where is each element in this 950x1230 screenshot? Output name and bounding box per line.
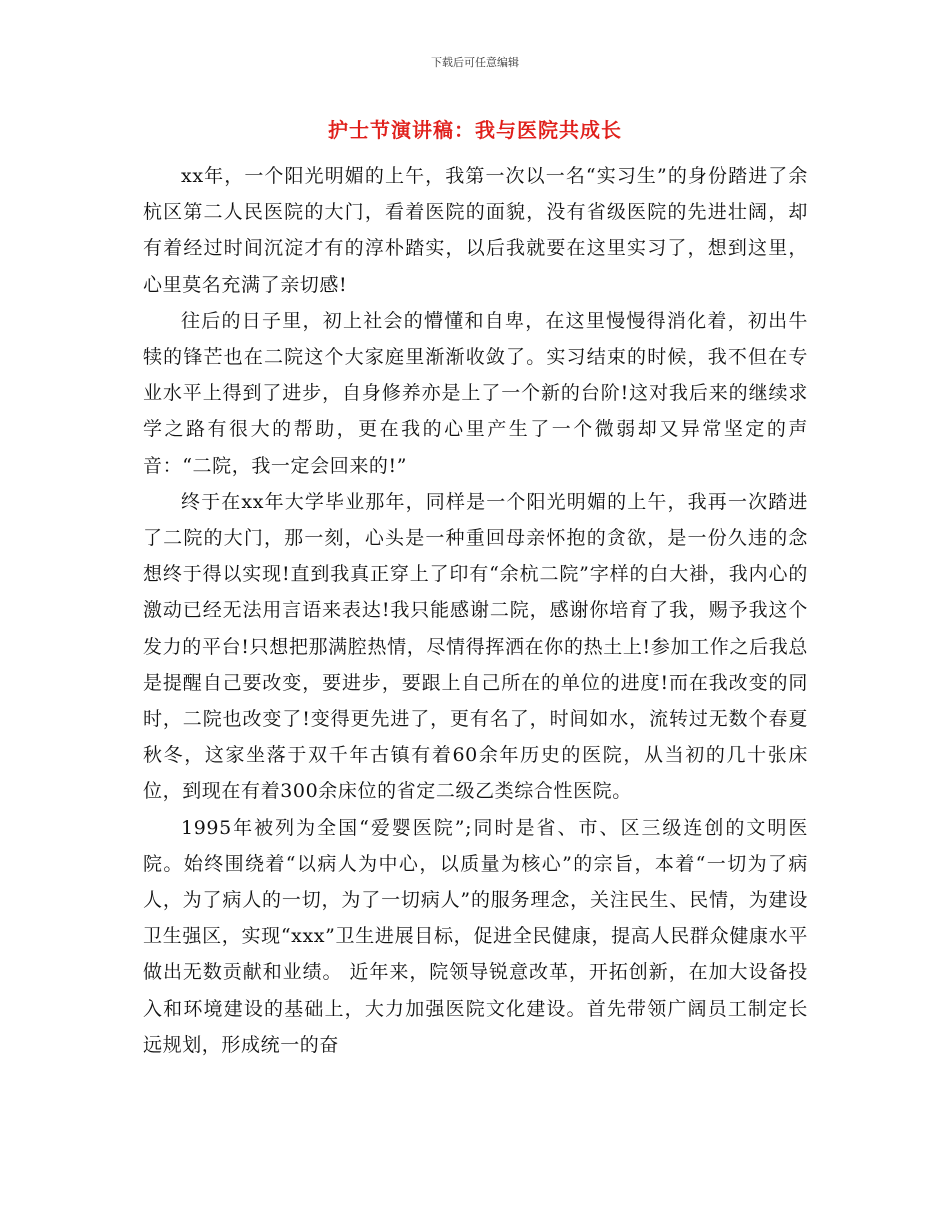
paragraph-2: 往后的日子里，初上社会的懵懂和自卑，在这里慢慢得消化着，初出牛犊的锋芒也在二院这个大家庭里渐渐收敛了。实习结束的时候，我不但在专业水平上得到了进步，自身修养亦是上了一个新的台阶!这对我后来的继续求学之路有很大的帮助，更在我的心里产生了一个微弱却又异常坚定的声音：“二院，我一定会回来的!”: [143, 309, 808, 477]
header-note: 下载后可任意编辑: [431, 56, 519, 69]
document-title: 护士节演讲稿：我与医院共成长: [328, 118, 622, 142]
document-body: [143, 158, 808, 1063]
paragraph-4: 1995年被列为全国“爱婴医院”;同时是省、市、区三级连创的文明医院。始终围绕着“以病人为中心，以质量为核心”的宗旨，本着“一切为了病人，为了病人的一切，为了一切病人”的服务理念，关注民生、民情，为建设卫生强区，实现“xxx”卫生进展目标，促进全民健康，提高人民群众健康水平做出无数贡献和业绩。 近年来，院领导锐意改革，开拓创新，在加大设备投入和环境建设的基础上，大力加强医院文化建设。首先带领广阔员工制定长远规划，形成统一的奋: [143, 816, 808, 1056]
paragraph-1: xx年，一个阳光明媚的上午，我第一次以一名“实习生”的身份踏进了余杭区第二人民医院的大门，看着医院的面貌，没有省级医院的先进壮阔，却有着经过时间沉淀才有的淳朴踏实，以后我就要在这里实习了，想到这里，心里莫名充满了亲切感!: [143, 165, 808, 296]
paragraph-3: 终于在xx年大学毕业那年，同样是一个阳光明媚的上午，我再一次踏进了二院的大门，那一刻，心头是一种重回母亲怀抱的贪欲，是一份久违的念想终于得以实现!直到我真正穿上了印有“余杭二院”字样的白大褂，我内心的激动已经无法用言语来表达!我只能感谢二院，感谢你培育了我，赐予我这个发力的平台!只想把那满腔热情，尽情得挥洒在你的热土上!参加工作之后我总是提醒自己要改变，要进步，要跟上自己所在的单位的进度!而在我改变的同时，二院也改变了!变得更先进了，更有名了，时间如水，流转过无数个春夏秋冬，这家坐落于双千年古镇有着60余年历史的医院，从当初的几十张床位，到现在有着300余床位的省定二级乙类综合性医院。: [143, 490, 808, 803]
